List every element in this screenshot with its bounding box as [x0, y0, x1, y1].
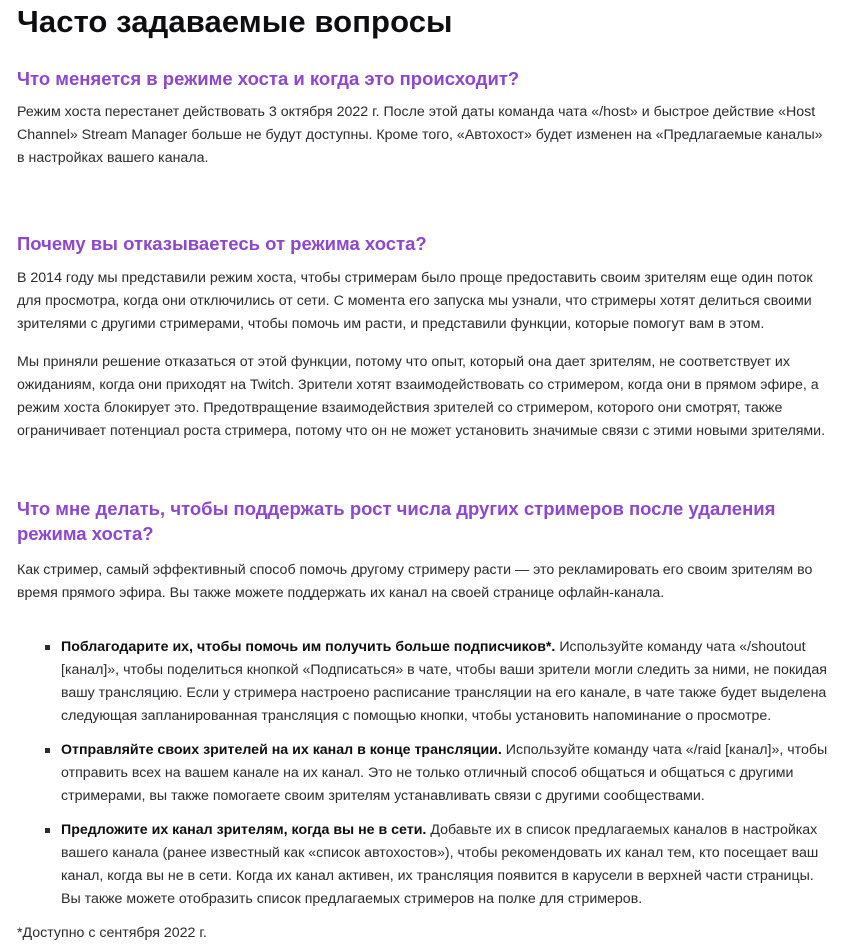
tips-list: [17, 636, 829, 911]
tip-title: Поблагодарите их, чтобы помочь им получить больше подписчиков*.: [61, 639, 556, 655]
faq-question-heading: Что меняется в режиме хоста и когда это происходит?: [17, 68, 520, 89]
faq-answer-paragraph: Как стример, самый эффективный способ помочь другому стримеру расти — это рекламировать его своим зрителям во время прямого эфира. Вы также можете поддержать их канал на своей странице офлайн-канала.: [17, 562, 813, 601]
faq-answer-paragraph: В 2014 году мы представили режим хоста, чтобы стримерам было проще предоставить своим зрителям еще один поток для просмотра, когда они отключились от сети. С момента его запуска мы узнали, что стримеры хотят делиться своими зрителями с другими стримерами, чтобы помочь им расти, и представили функции, которые помогут вам в этом.: [17, 270, 813, 332]
list-item: [61, 819, 829, 911]
tip-text: Используйте команду чата «/shoutout [канал]», чтобы поделиться кнопкой «Подписаться» в чате, чтобы ваши зрители могли следить за ними, не покидая вашу трансляцию. Если у стримера настроено расписание трансляции на его канале, в чате также будет выделена следующая запланированная трансляция с помощью кнопки, чтобы установить напоминание о просмотре.: [61, 639, 827, 724]
faq-answer-paragraph: Мы приняли решение отказаться от этой функции, потому что опыт, который она дает зрителям, не соответствует их ожиданиям, когда они приходят на Twitch. Зрители хотят взаимодействовать со стримером, когда они в прямом эфире, а режим хоста блокирует это. Предотвращение взаимодействия зрителей со стримером, которого они смотрят, также ограничивает потенциал роста стримера, потому что он не может установить значимые связи с этими новыми зрителями.: [17, 354, 826, 439]
square-bullet-icon: [45, 828, 50, 833]
tip-text: Используйте команду чата «/raid [канал]», чтобы отправить всех на вашем канале на их канал. Это не только отличный способ общаться и общаться с другими стримерами, вы также помогаете своим зрителям устанавливать связи с другими сообществами.: [61, 742, 828, 804]
square-bullet-icon: [45, 645, 50, 650]
faq-question-heading: Почему вы отказываетесь от режима хоста?: [17, 233, 427, 254]
faq-section-host-mode-changes: [17, 66, 829, 170]
footnote: *Доступно с сентября 2022 г.: [17, 925, 207, 941]
square-bullet-icon: [45, 748, 50, 753]
tip-text: Добавьте их в список предлагаемых каналов в настройках вашего канала (ранее известный как «список автохостов»), чтобы рекомендовать их канал тем, кто посещает ваш канал, когда вы не в сети. Когда их канал активен, их трансляция появится в карусели в верхней части страницы. Вы также можете отобразить список предлагаемых стримеров на полке для стримеров.: [61, 822, 819, 907]
faq-section-support-growth: [17, 496, 829, 911]
faq-answer-paragraph: Режим хоста перестанет действовать 3 октября 2022 г. После этой даты команда чата «/host» и быстрое действие «Host Channel» Stream Manager больше не будут доступны. Кроме того, «Автохост» будет изменен на «Предлагаемые каналы» в настройках вашего канала.: [17, 104, 823, 166]
page-title: Часто задаваемые вопросы: [17, 4, 453, 39]
tip-title: Предложите их канал зрителям, когда вы не в сети.: [61, 822, 427, 838]
faq-section-why-retire: [17, 231, 829, 443]
faq-question-heading: Что мне делать, чтобы поддержать рост числа других стримеров после удаления режима хоста?: [17, 498, 776, 544]
list-item: [61, 739, 829, 808]
tip-title: Отправляйте своих зрителей на их канал в конце трансляции.: [61, 742, 502, 758]
list-item: [61, 636, 829, 728]
